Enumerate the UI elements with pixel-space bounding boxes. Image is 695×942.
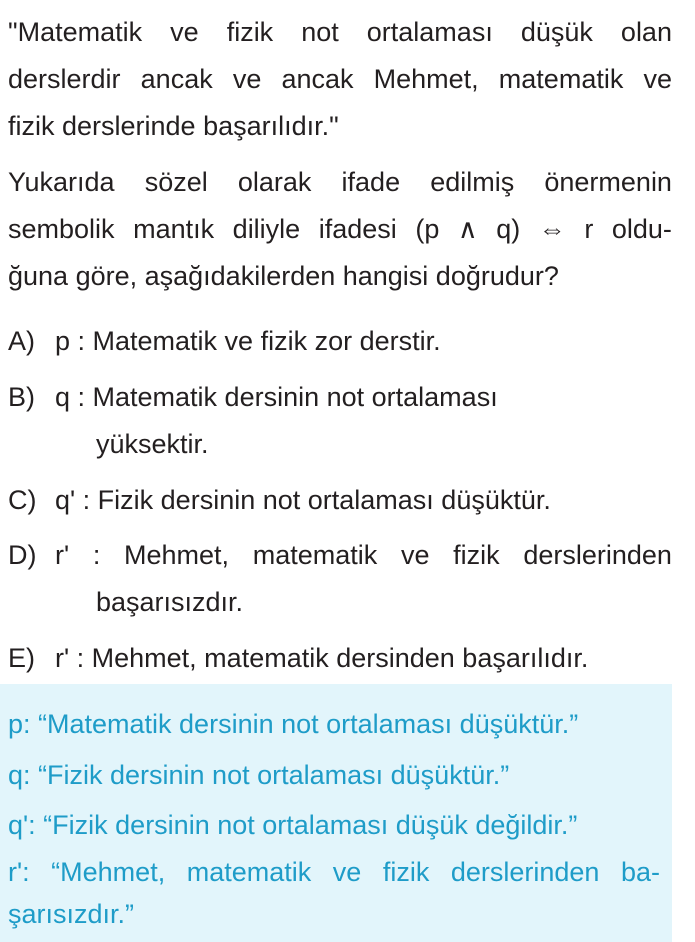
option-c[interactable] — [8, 484, 551, 516]
word: sözel — [144, 167, 208, 197]
word: derslerinden — [523, 540, 672, 570]
word: ancak — [281, 64, 354, 94]
option-d[interactable] — [8, 539, 672, 571]
answer-line-q: q: “Fizik dersinin not ortalaması düşüktür.” — [8, 760, 510, 790]
word: ve — [232, 64, 262, 94]
word: (p — [415, 214, 440, 244]
word: ve — [170, 17, 199, 47]
word: ancak — [140, 64, 213, 94]
quote-line-2 — [8, 63, 672, 95]
option-b-letter: B) — [8, 382, 35, 412]
option-c-letter: C) — [8, 485, 37, 515]
word: olan — [620, 17, 672, 47]
quote-line-1 — [8, 16, 672, 48]
word: edilmiş — [430, 167, 515, 197]
word: "Matematik — [8, 17, 143, 47]
word: ve — [332, 857, 362, 887]
option-e-text: r' : Mehmet, matematik dersinden başarılıdır. — [55, 643, 589, 673]
word: ifade — [341, 167, 401, 197]
word: fizik — [226, 17, 274, 47]
option-d-text — [55, 539, 672, 571]
answer-line-p: p: “Matematik dersinin not ortalaması düşüktür.” — [8, 709, 579, 739]
option-d-letter: D) — [8, 540, 37, 570]
stem-line-2 — [8, 213, 672, 245]
word: matematik — [186, 857, 312, 887]
option-b[interactable] — [8, 381, 498, 413]
option-a-letter: A) — [8, 326, 35, 356]
word: ∧ — [457, 214, 478, 244]
answer-line-q-prime: q': “Fizik dersinin not ortalaması düşük değildir.” — [8, 810, 578, 840]
word: derslerinden — [450, 857, 600, 887]
option-b-text: q : Matematik dersinin not ortalaması — [55, 382, 498, 412]
word: oldu- — [611, 214, 672, 244]
word: q) — [496, 214, 521, 244]
word: fizik — [382, 857, 430, 887]
word: önermenin — [544, 167, 672, 197]
word: : — [92, 540, 101, 570]
word: r' — [55, 540, 70, 570]
word: ba- — [620, 857, 660, 887]
word: diliyle — [232, 214, 301, 244]
stem-line-1 — [8, 166, 672, 198]
word: derslerdir — [8, 64, 121, 94]
word: not — [301, 17, 339, 47]
word: düşük — [520, 17, 593, 47]
word: Yukarıda — [8, 167, 115, 197]
word: ve — [643, 64, 672, 94]
word: ⇔ — [538, 214, 566, 244]
option-e-letter: E) — [8, 643, 35, 673]
word: r': — [8, 857, 30, 887]
word: Mehmet, — [124, 540, 230, 570]
word: olarak — [237, 167, 312, 197]
option-a[interactable] — [8, 325, 441, 357]
option-c-text: q' : Fizik dersinin not ortalaması düşüktür. — [55, 485, 551, 515]
option-b-text-cont: yüksektir. — [96, 429, 209, 459]
answer-line-r-prime — [8, 856, 660, 888]
word: r — [584, 214, 594, 244]
word: mantık — [133, 214, 215, 244]
answer-explanation-box — [0, 684, 672, 942]
word: matematik — [252, 540, 378, 570]
answer-line-r-prime-cont: şarısızdır.” — [8, 899, 135, 929]
word: “Mehmet, — [51, 857, 166, 887]
option-d-text-cont: başarısızdır. — [96, 587, 244, 617]
word: matematik — [498, 64, 624, 94]
word: sembolik — [8, 214, 115, 244]
word: fizik — [453, 540, 500, 570]
option-a-text: p : Matematik ve fizik zor derstir. — [55, 326, 441, 356]
stem-line-3: ğuna göre, aşağıdakilerden hangisi doğrudur? — [8, 261, 559, 291]
word: ve — [400, 540, 430, 570]
quote-line-3: fizik derslerinde başarılıdır." — [8, 111, 339, 141]
word: ifadesi — [318, 214, 397, 244]
word: ortalaması — [366, 17, 493, 47]
word: Mehmet, — [373, 64, 479, 94]
option-e[interactable] — [8, 642, 588, 674]
